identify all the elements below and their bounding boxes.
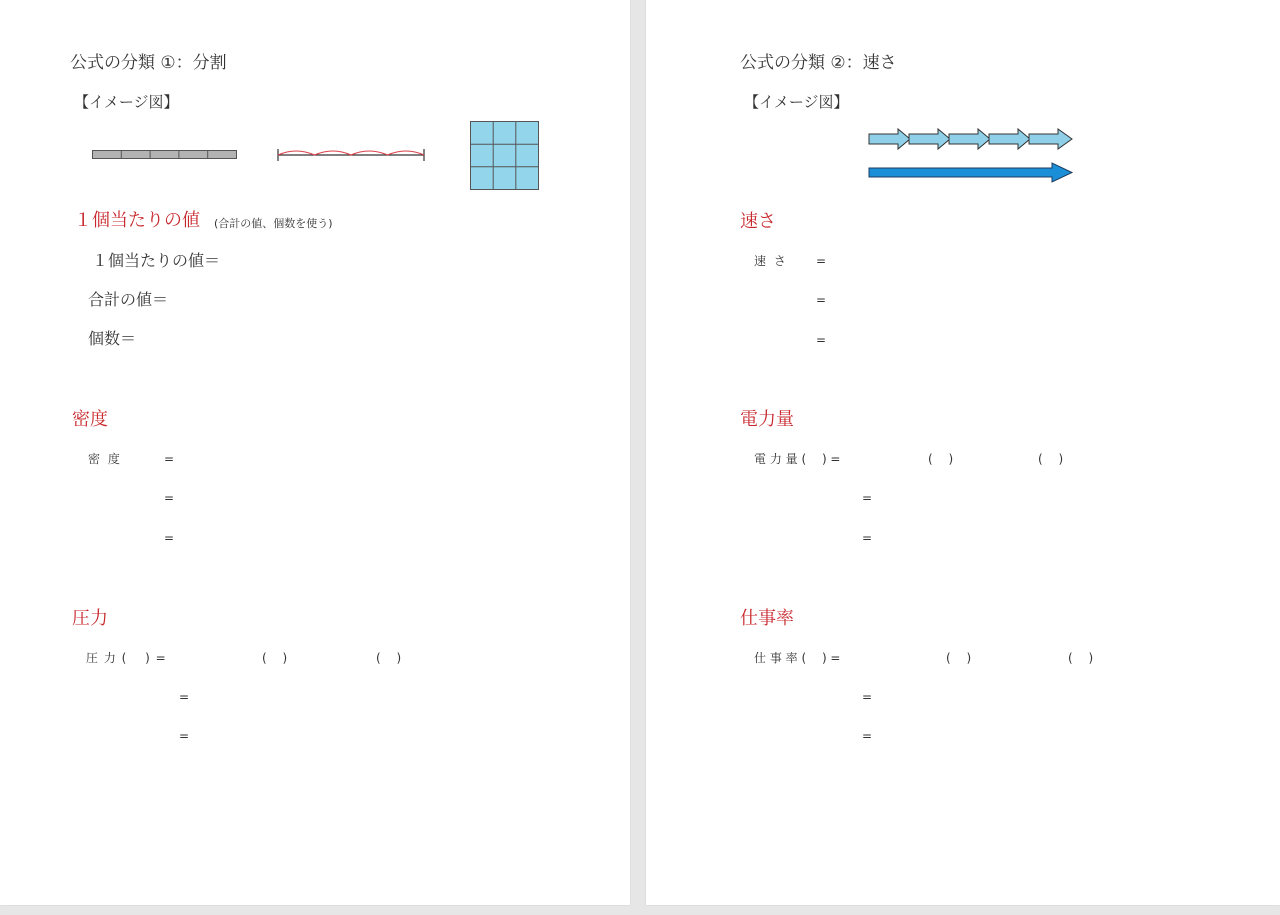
equals-sign: = xyxy=(862,690,873,704)
page-right xyxy=(646,0,1280,905)
blank-paren: ( ) xyxy=(1038,452,1064,466)
formula-line-count: 個数＝ xyxy=(88,329,137,348)
formula-label-speed: 速 さ xyxy=(754,254,788,268)
equals-sign: = xyxy=(862,491,873,505)
section-note: (合計の値、個数を使う) xyxy=(214,217,333,230)
image-label: 【イメージ図】 xyxy=(744,93,849,111)
section-heading-per-unit: １個当たりの値 xyxy=(74,210,200,231)
page-title: 公式の分類 ②：速さ xyxy=(740,53,897,73)
equals-sign: = xyxy=(862,729,873,743)
equals-sign: = xyxy=(164,491,175,505)
formula-line-total: 合計の値＝ xyxy=(88,290,169,309)
formula-label-pressure: 圧 力 ( ) = xyxy=(86,651,167,665)
equals-sign: = xyxy=(179,690,190,704)
blank-paren: ( ) xyxy=(262,651,288,665)
grid-figure xyxy=(470,121,540,191)
blank-paren: ( ) xyxy=(928,452,954,466)
equals-sign: = xyxy=(179,729,190,743)
section-heading-electric-energy: 電力量 xyxy=(740,409,794,430)
page-title: 公式の分類 ①：分割 xyxy=(70,53,227,73)
section-heading-power: 仕事率 xyxy=(740,608,794,629)
formula-label-density: 密 度 xyxy=(88,452,122,466)
segmented-arrows-figure xyxy=(868,128,1074,150)
section-heading-pressure: 圧力 xyxy=(72,608,108,629)
equals-sign: = xyxy=(164,531,175,545)
equals-sign: = xyxy=(816,333,827,347)
page-left xyxy=(0,0,630,905)
equals-sign: = xyxy=(862,531,873,545)
blank-paren: ( ) xyxy=(1068,651,1094,665)
formula-label-power: 仕 事 率 ( ) = xyxy=(754,651,841,665)
equals-sign: = xyxy=(816,254,827,268)
divided-line-figure xyxy=(276,144,426,164)
formula-label-electric-energy: 電 力 量 ( ) = xyxy=(754,452,841,466)
long-arrow-figure xyxy=(868,162,1074,184)
section-heading-speed: 速さ xyxy=(740,211,776,232)
blank-paren: ( ) xyxy=(946,651,972,665)
segmented-bar-figure xyxy=(92,150,238,162)
equals-sign: = xyxy=(164,452,175,466)
formula-line-per-unit: １個当たりの値＝ xyxy=(92,251,221,270)
section-heading-density: 密度 xyxy=(72,409,108,430)
equals-sign: = xyxy=(816,293,827,307)
blank-paren: ( ) xyxy=(376,651,402,665)
image-label: 【イメージ図】 xyxy=(74,93,179,111)
